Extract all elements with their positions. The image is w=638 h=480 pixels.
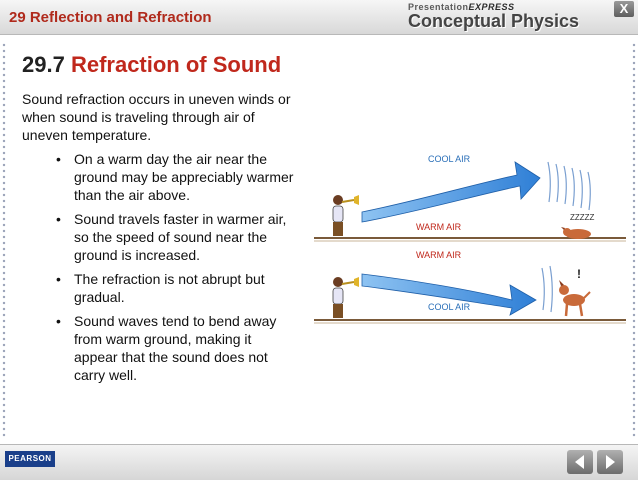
bullet-list (52, 150, 297, 390)
bullet-item (52, 210, 297, 264)
slide-title-text: Refraction of Sound (70, 52, 282, 77)
top-lower-air-label: WARM AIR (416, 222, 462, 232)
dotted-border-left (2, 42, 6, 438)
previous-arrow-icon (567, 450, 593, 474)
intro-paragraph: Sound refraction occurs in uneven winds or when sound is traveling through air of uneven temperature. (22, 91, 291, 143)
bullet-text: Sound waves tend to bend away from warm ground, making it appear that the sound does not carry well. (74, 313, 277, 383)
dotted-border-right (632, 42, 636, 438)
bullet-text: Sound travels faster in warmer air, so the speed of sound near the ground is increased. (74, 211, 287, 263)
brand-subtitle-bold: EXPRESS (468, 2, 515, 12)
trumpet-player-icon (333, 195, 359, 236)
chapter-title: 29 Reflection and Refraction (9, 9, 212, 26)
top-dog-sound-label: ZZZZZ (570, 213, 595, 222)
next-slide-button[interactable] (597, 450, 623, 474)
slide-title (22, 52, 281, 78)
bullet-dot-icon: • (56, 151, 61, 167)
trumpet-player-icon (333, 277, 359, 318)
bullet-text: The refraction is not abrupt but gradual. (74, 271, 265, 305)
top-panel (314, 154, 626, 241)
brand-logo (408, 0, 612, 32)
header-bar (0, 0, 638, 35)
bullet-dot-icon: • (56, 313, 61, 329)
previous-slide-button[interactable] (567, 450, 593, 474)
slide-title-number: 29.7 (22, 52, 65, 77)
bullet-item (52, 150, 297, 204)
close-button[interactable]: X (614, 1, 634, 17)
bullet-item (52, 312, 297, 384)
next-arrow-icon (597, 450, 623, 474)
alert-dog-icon (559, 280, 590, 316)
bottom-panel (314, 250, 626, 323)
top-upper-air-label: COOL AIR (428, 154, 471, 164)
sound-wave-arrow-top (362, 162, 540, 222)
bullet-dot-icon: • (56, 271, 61, 287)
bottom-dog-sound-label: ! (577, 267, 581, 281)
bottom-lower-air-label: COOL AIR (428, 302, 471, 312)
footer-bar (0, 444, 638, 480)
brand-subtitle-prefix: Presentation (408, 2, 469, 12)
bullet-dot-icon: • (56, 211, 61, 227)
sound-refraction-illustration (312, 150, 628, 326)
bullet-text: On a warm day the air near the ground may be appreciably warmer than the air above. (74, 151, 294, 203)
brand-title: Conceptual Physics (408, 11, 580, 31)
bottom-upper-air-label: WARM AIR (416, 250, 462, 260)
bullet-item (52, 270, 297, 306)
pearson-logo: PEARSON (5, 451, 55, 467)
